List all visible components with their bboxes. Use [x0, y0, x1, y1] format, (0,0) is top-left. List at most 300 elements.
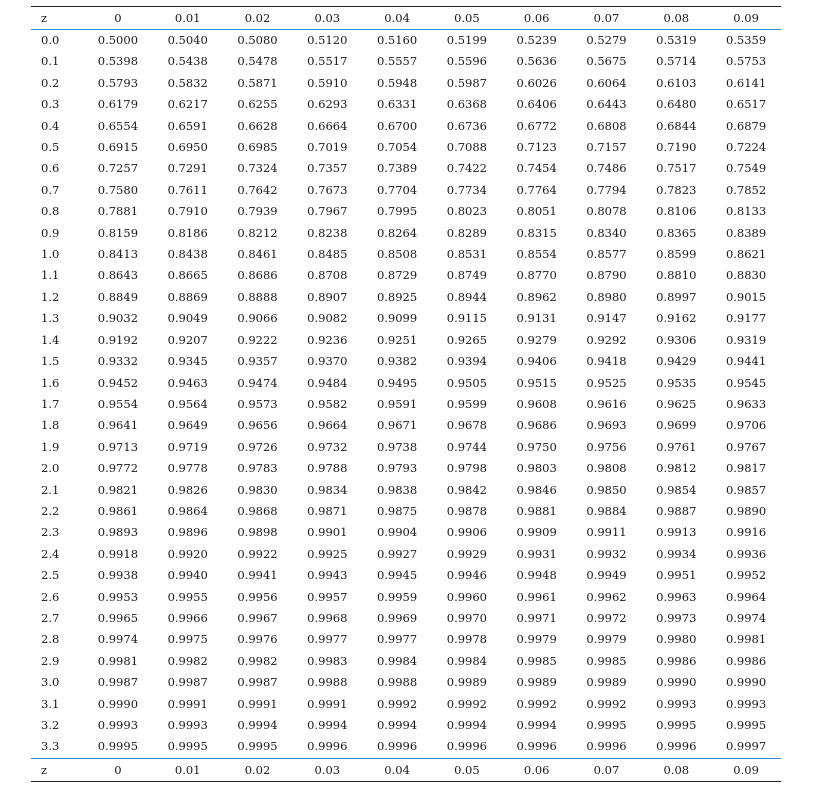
header-cell: 0.02 [244, 11, 271, 25]
probability-cell: 0.6331 [376, 97, 418, 112]
probability-cell: 0.9981 [97, 653, 139, 668]
probability-cell: 0.9803 [516, 461, 557, 476]
probability-cell: 0.5080 [237, 33, 278, 47]
probability-cell: 0.6255 [237, 97, 278, 112]
probability-cell: 0.9732 [307, 439, 348, 454]
probability-cell: 0.9981 [725, 632, 767, 647]
probability-cell: 0.9761 [656, 439, 697, 454]
probability-cell: 0.9955 [167, 589, 208, 604]
probability-cell: 0.9207 [167, 332, 208, 347]
probability-cell: 0.9971 [516, 610, 557, 625]
probability-cell: 0.9960 [446, 589, 487, 604]
probability-cell: 0.9251 [376, 332, 418, 347]
probability-cell: 0.9625 [656, 396, 697, 411]
probability-cell: 0.9898 [237, 525, 278, 540]
probability-cell: 0.9649 [167, 418, 208, 433]
probability-cell: 0.9788 [307, 461, 348, 476]
probability-cell: 0.9441 [725, 354, 767, 369]
probability-cell: 0.9987 [167, 675, 208, 690]
probability-cell: 0.7967 [307, 204, 348, 219]
probability-cell: 0.9948 [516, 568, 557, 583]
probability-cell: 0.9778 [167, 461, 208, 476]
probability-cell: 0.7611 [167, 182, 208, 197]
probability-cell: 0.9994 [307, 718, 348, 732]
probability-cell: 0.9826 [167, 482, 208, 497]
probability-cell: 0.7794 [586, 182, 627, 197]
probability-cell: 0.9978 [446, 632, 487, 647]
probability-cell: 0.9236 [307, 332, 348, 347]
probability-cell: 0.5000 [97, 33, 139, 47]
z-value-cell: 2.8 [41, 632, 60, 647]
probability-cell: 0.6368 [446, 97, 487, 112]
probability-cell: 0.9961 [516, 589, 557, 604]
probability-cell: 0.8315 [516, 225, 557, 240]
z-value-cell: 0.2 [41, 75, 60, 90]
probability-cell: 0.9162 [656, 311, 697, 326]
probability-cell: 0.7823 [656, 182, 697, 197]
probability-cell: 0.9927 [376, 546, 418, 561]
probability-cell: 0.5398 [97, 54, 139, 69]
probability-cell: 0.9918 [97, 546, 139, 561]
probability-cell: 0.9382 [376, 354, 418, 369]
probability-cell: 0.5557 [376, 54, 418, 69]
probability-cell: 0.9945 [376, 568, 418, 583]
probability-cell: 0.5753 [725, 54, 767, 69]
probability-cell: 0.8264 [376, 225, 418, 240]
probability-cell: 0.8888 [237, 289, 278, 304]
table-row [31, 458, 781, 479]
probability-cell: 0.9996 [656, 739, 697, 754]
z-value-cell: 1.2 [41, 289, 60, 304]
probability-cell: 0.9977 [307, 632, 348, 647]
table-row [31, 244, 781, 265]
probability-cell: 0.9972 [586, 610, 627, 625]
probability-cell: 0.9925 [307, 546, 348, 561]
probability-cell: 0.9893 [97, 525, 139, 540]
probability-cell: 0.5438 [167, 54, 208, 69]
probability-cell: 0.9890 [725, 503, 767, 518]
probability-cell: 0.7190 [656, 140, 697, 155]
probability-cell: 0.8159 [97, 225, 139, 240]
probability-cell: 0.8438 [167, 247, 208, 262]
probability-cell: 0.6591 [167, 118, 208, 133]
probability-cell: 0.7734 [446, 182, 487, 197]
table-row [31, 415, 781, 436]
header-cell: 0.01 [174, 11, 201, 25]
probability-cell: 0.9515 [516, 375, 557, 390]
probability-cell: 0.9986 [725, 653, 767, 668]
probability-cell: 0.9222 [237, 332, 278, 347]
probability-cell: 0.6443 [586, 97, 627, 112]
probability-cell: 0.9868 [237, 503, 278, 518]
probability-cell: 0.5793 [97, 75, 139, 90]
probability-cell: 0.9957 [307, 589, 348, 604]
probability-cell: 0.9131 [516, 311, 557, 326]
footer-cell: 0.07 [593, 762, 620, 777]
probability-cell: 0.9909 [516, 525, 557, 540]
table-row [31, 158, 781, 179]
footer-cell: 0.09 [733, 762, 759, 777]
z-value-cell: 1.0 [41, 247, 60, 262]
probability-cell: 0.7019 [307, 140, 348, 155]
probability-cell: 0.9970 [446, 610, 487, 625]
z-value-cell: 0.0 [41, 33, 60, 47]
probability-cell: 0.9861 [97, 503, 139, 518]
probability-cell: 0.9370 [307, 354, 348, 369]
probability-cell: 0.6772 [516, 118, 557, 133]
probability-cell: 0.6480 [656, 97, 697, 112]
probability-cell: 0.9979 [516, 632, 557, 647]
table-row [31, 287, 781, 308]
probability-cell: 0.9980 [656, 632, 697, 647]
standard-normal-table [31, 6, 781, 782]
probability-cell: 0.9995 [586, 718, 627, 732]
probability-cell: 0.7357 [307, 161, 348, 176]
table-row [31, 437, 781, 458]
probability-cell: 0.7642 [237, 182, 278, 197]
probability-cell: 0.8907 [307, 289, 348, 304]
probability-cell: 0.9983 [307, 653, 348, 668]
probability-cell: 0.7881 [97, 204, 139, 219]
z-value-cell: 1.9 [41, 439, 60, 454]
probability-cell: 0.9906 [446, 525, 487, 540]
probability-cell: 0.9920 [167, 546, 208, 561]
probability-cell: 0.9974 [97, 632, 139, 647]
probability-cell: 0.9099 [376, 311, 418, 326]
probability-cell: 0.6879 [725, 118, 767, 133]
table-row [31, 223, 781, 244]
probability-cell: 0.6950 [167, 140, 208, 155]
z-value-cell: 0.7 [41, 182, 60, 197]
probability-cell: 0.9988 [376, 675, 418, 690]
probability-cell: 0.5871 [237, 75, 278, 90]
table-row [31, 201, 781, 222]
z-value-cell: 0.6 [41, 161, 60, 176]
probability-cell: 0.9726 [237, 439, 278, 454]
probability-cell: 0.9484 [307, 375, 348, 390]
probability-cell: 0.9292 [586, 332, 627, 347]
probability-cell: 0.9332 [97, 354, 139, 369]
probability-cell: 0.8708 [307, 268, 348, 283]
probability-cell: 0.9854 [656, 482, 697, 497]
probability-cell: 0.9982 [167, 653, 208, 668]
footer-cell: 0.02 [244, 762, 271, 777]
probability-cell: 0.8212 [237, 225, 278, 240]
probability-cell: 0.9976 [237, 632, 278, 647]
z-value-cell: 1.7 [41, 396, 60, 411]
z-value-cell: 1.8 [41, 418, 60, 433]
probability-cell: 0.8830 [725, 268, 767, 283]
probability-cell: 0.5675 [586, 54, 627, 69]
probability-cell: 0.8621 [725, 247, 767, 262]
z-value-cell: 2.3 [41, 525, 60, 540]
probability-cell: 0.9830 [237, 482, 278, 497]
table-row [31, 608, 781, 629]
probability-cell: 0.9265 [446, 332, 487, 347]
probability-cell: 0.9959 [376, 589, 418, 604]
probability-cell: 0.5948 [376, 75, 418, 90]
probability-cell: 0.6217 [167, 97, 208, 112]
probability-cell: 0.9842 [446, 482, 487, 497]
probability-cell: 0.9878 [446, 503, 487, 518]
probability-cell: 0.6179 [97, 97, 139, 112]
probability-cell: 0.7673 [307, 182, 348, 197]
z-value-cell: 0.1 [41, 54, 60, 69]
table-row [31, 736, 781, 758]
z-value-cell: 1.4 [41, 332, 60, 347]
probability-cell: 0.9564 [167, 396, 208, 411]
probability-cell: 0.9793 [376, 461, 418, 476]
probability-cell: 0.8289 [446, 225, 487, 240]
probability-cell: 0.9997 [725, 739, 767, 754]
z-value-cell: 0.8 [41, 204, 60, 219]
probability-cell: 0.9887 [656, 503, 697, 518]
probability-cell: 0.8461 [237, 247, 278, 262]
probability-cell: 0.9993 [725, 696, 767, 711]
probability-cell: 0.7054 [376, 140, 418, 155]
z-value-cell: 1.5 [41, 354, 60, 369]
table-row [31, 672, 781, 693]
probability-cell: 0.9319 [725, 332, 767, 347]
probability-cell: 0.6844 [656, 118, 697, 133]
probability-cell: 0.9993 [97, 718, 139, 732]
probability-cell: 0.9756 [586, 439, 627, 454]
probability-cell: 0.9808 [586, 461, 627, 476]
probability-cell: 0.9995 [97, 739, 139, 754]
z-value-cell: 1.1 [41, 268, 60, 283]
probability-cell: 0.9990 [725, 675, 767, 690]
z-table-container [31, 6, 781, 782]
table-row [31, 51, 781, 72]
probability-cell: 0.8869 [167, 289, 208, 304]
probability-cell: 0.9452 [97, 375, 139, 390]
header-cell: 0.09 [733, 11, 759, 25]
probability-cell: 0.9995 [237, 739, 278, 754]
probability-cell: 0.9864 [167, 503, 208, 518]
probability-cell: 0.5517 [307, 54, 348, 69]
probability-cell: 0.9987 [97, 675, 139, 690]
probability-cell: 0.9418 [586, 354, 627, 369]
table-row [31, 351, 781, 372]
probability-cell: 0.9394 [446, 354, 487, 369]
z-value-cell: 2.9 [41, 653, 60, 668]
probability-cell: 0.9962 [586, 589, 627, 604]
probability-cell: 0.5359 [725, 33, 767, 47]
probability-cell: 0.9969 [376, 610, 418, 625]
probability-cell: 0.8365 [656, 225, 697, 240]
probability-cell: 0.8729 [376, 268, 418, 283]
probability-cell: 0.9966 [167, 610, 208, 625]
probability-cell: 0.9671 [376, 418, 418, 433]
probability-cell: 0.8643 [97, 268, 139, 283]
z-value-cell: 2.4 [41, 546, 60, 561]
probability-cell: 0.7486 [586, 161, 627, 176]
probability-cell: 0.9505 [446, 375, 487, 390]
probability-cell: 0.8810 [656, 268, 697, 283]
z-value-cell: 0.9 [41, 225, 60, 240]
probability-cell: 0.9147 [586, 311, 627, 326]
probability-cell: 0.7291 [167, 161, 208, 176]
probability-cell: 0.9994 [376, 718, 418, 732]
probability-cell: 0.9884 [586, 503, 627, 518]
probability-cell: 0.6628 [237, 118, 278, 133]
probability-cell: 0.9992 [446, 696, 487, 711]
probability-cell: 0.9990 [656, 675, 697, 690]
probability-cell: 0.9357 [237, 354, 278, 369]
probability-cell: 0.9857 [725, 482, 767, 497]
z-value-cell: 2.2 [41, 503, 60, 518]
probability-cell: 0.9977 [376, 632, 418, 647]
probability-cell: 0.9554 [97, 396, 139, 411]
probability-cell: 0.9952 [725, 568, 767, 583]
probability-cell: 0.5239 [516, 33, 557, 47]
probability-cell: 0.6554 [97, 118, 139, 133]
probability-cell: 0.9913 [656, 525, 697, 540]
z-value-cell: 1.3 [41, 311, 60, 326]
footer-cell: 0.08 [663, 762, 690, 777]
probability-cell: 0.5832 [167, 75, 208, 90]
table-row [31, 308, 781, 329]
probability-cell: 0.7517 [656, 161, 697, 176]
probability-cell: 0.9922 [237, 546, 278, 561]
probability-cell: 0.6103 [656, 75, 697, 90]
z-value-cell: 3.2 [41, 718, 60, 732]
probability-cell: 0.9992 [376, 696, 418, 711]
table-row [31, 480, 781, 501]
probability-cell: 0.7224 [725, 140, 767, 155]
footer-cell: 0.06 [523, 762, 550, 777]
probability-cell: 0.7157 [586, 140, 627, 155]
probability-cell: 0.9949 [586, 568, 627, 583]
probability-cell: 0.8186 [167, 225, 208, 240]
probability-cell: 0.9995 [725, 718, 767, 732]
probability-cell: 0.9994 [446, 718, 487, 732]
probability-cell: 0.9989 [516, 675, 557, 690]
table-row [31, 94, 781, 115]
z-value-cell: 2.5 [41, 568, 60, 583]
table-row [31, 522, 781, 543]
probability-cell: 0.9940 [167, 568, 208, 583]
probability-cell: 0.9713 [97, 439, 139, 454]
probability-cell: 0.5199 [446, 33, 487, 47]
probability-cell: 0.8925 [376, 289, 418, 304]
z-value-cell: 3.1 [41, 696, 60, 711]
table-row [31, 30, 781, 52]
probability-cell: 0.5596 [446, 54, 487, 69]
probability-cell: 0.8665 [167, 268, 208, 283]
probability-cell: 0.9991 [307, 696, 348, 711]
probability-cell: 0.9772 [97, 461, 139, 476]
probability-cell: 0.9932 [586, 546, 627, 561]
probability-cell: 0.8577 [586, 247, 627, 262]
probability-cell: 0.9678 [446, 418, 487, 433]
probability-cell: 0.9495 [376, 375, 418, 390]
probability-cell: 0.9992 [516, 696, 557, 711]
probability-cell: 0.9985 [586, 653, 627, 668]
probability-cell: 0.7389 [376, 161, 418, 176]
probability-cell: 0.8023 [446, 204, 487, 219]
footer-cell: 0 [114, 762, 122, 777]
probability-cell: 0.9706 [725, 418, 767, 433]
probability-cell: 0.8599 [656, 247, 697, 262]
probability-cell: 0.6985 [237, 140, 278, 155]
probability-cell: 0.9406 [516, 354, 557, 369]
probability-cell: 0.9192 [97, 332, 139, 347]
probability-cell: 0.9177 [725, 311, 767, 326]
probability-cell: 0.9946 [446, 568, 487, 583]
probability-cell: 0.9767 [725, 439, 767, 454]
probability-cell: 0.7422 [446, 161, 487, 176]
probability-cell: 0.5120 [307, 33, 348, 47]
probability-cell: 0.8944 [446, 289, 487, 304]
probability-cell: 0.9953 [97, 589, 139, 604]
probability-cell: 0.9719 [167, 439, 208, 454]
probability-cell: 0.7995 [376, 204, 418, 219]
header-row [31, 7, 781, 30]
probability-cell: 0.8133 [725, 204, 767, 219]
probability-cell: 0.8997 [656, 289, 697, 304]
probability-cell: 0.8790 [586, 268, 627, 283]
probability-cell: 0.6293 [307, 97, 348, 112]
probability-cell: 0.5910 [307, 75, 348, 90]
probability-cell: 0.6736 [446, 118, 487, 133]
probability-cell: 0.6517 [725, 97, 767, 112]
probability-cell: 0.9992 [586, 696, 627, 711]
probability-cell: 0.9979 [586, 632, 627, 647]
probability-cell: 0.9938 [97, 568, 139, 583]
table-row [31, 715, 781, 736]
probability-cell: 0.5040 [167, 33, 208, 47]
probability-cell: 0.9599 [446, 396, 487, 411]
probability-cell: 0.8485 [307, 247, 348, 262]
footer-row [31, 758, 781, 781]
probability-cell: 0.9279 [516, 332, 557, 347]
probability-cell: 0.9993 [656, 696, 697, 711]
probability-cell: 0.9993 [167, 718, 208, 732]
probability-cell: 0.9973 [656, 610, 697, 625]
probability-cell: 0.7454 [516, 161, 557, 176]
probability-cell: 0.9974 [725, 610, 767, 625]
probability-cell: 0.9306 [656, 332, 697, 347]
probability-cell: 0.6700 [376, 118, 418, 133]
probability-cell: 0.5279 [586, 33, 627, 47]
probability-cell: 0.9783 [237, 461, 278, 476]
probability-cell: 0.9967 [237, 610, 278, 625]
probability-cell: 0.6808 [586, 118, 627, 133]
probability-cell: 0.9535 [656, 375, 697, 390]
probability-cell: 0.7910 [167, 204, 208, 219]
z-value-cell: 1.6 [41, 375, 60, 390]
z-value-cell: 2.0 [41, 461, 60, 476]
table-footer [31, 758, 781, 781]
probability-cell: 0.8508 [376, 247, 418, 262]
table-row [31, 330, 781, 351]
probability-cell: 0.9812 [656, 461, 697, 476]
probability-cell: 0.9985 [516, 653, 557, 668]
header-cell: 0 [114, 11, 122, 25]
table-row [31, 629, 781, 650]
probability-cell: 0.7324 [237, 161, 278, 176]
probability-cell: 0.9641 [97, 418, 139, 433]
probability-cell: 0.9904 [376, 525, 418, 540]
probability-cell: 0.9066 [237, 311, 278, 326]
z-value-cell: 3.0 [41, 675, 60, 690]
z-value-cell: 0.3 [41, 97, 60, 112]
probability-cell: 0.8413 [97, 247, 139, 262]
probability-cell: 0.9545 [725, 375, 767, 390]
probability-cell: 0.9846 [516, 482, 557, 497]
table-row [31, 501, 781, 522]
